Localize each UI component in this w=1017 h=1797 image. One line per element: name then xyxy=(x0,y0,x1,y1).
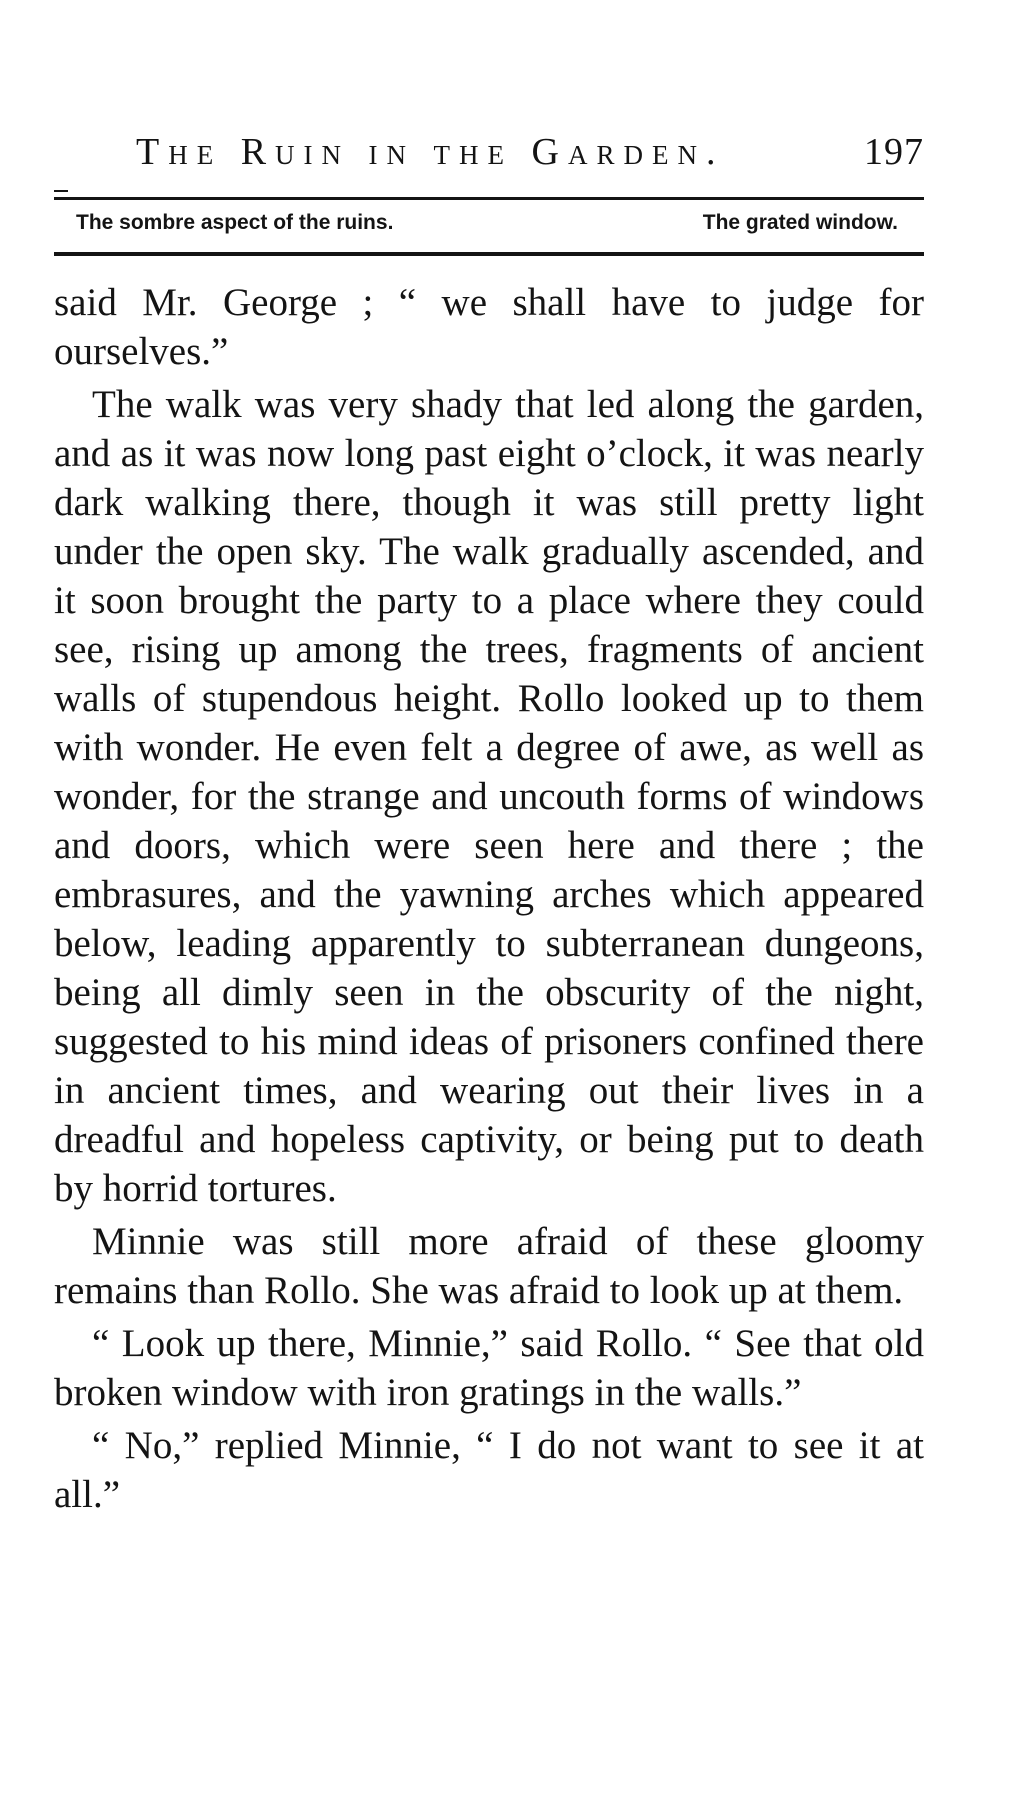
header-rule-tick xyxy=(54,190,68,192)
paragraph: “ No,” replied Minnie, “ I do not want to see it at all.” xyxy=(54,1424,924,1516)
body-text xyxy=(54,278,924,1519)
paragraph: Minnie was still more afraid of these gloomy remains than Rollo. She was afraid to look up at them. xyxy=(54,1220,924,1312)
header-rule-top xyxy=(54,197,924,200)
page-number: 197 xyxy=(864,131,924,173)
header-rule-bottom xyxy=(54,252,924,256)
running-head xyxy=(54,130,924,180)
paragraph: The walk was very shady that led along the garden, and as it was now long past eight o’clock, it was nearly dark walking there, though it was still pretty light under the open sky. The walk gradually ascended, and it soon brought the party to a place where they could see, rising up among the trees, fragments of ancient walls of stupendous height. Rollo looked up to them with wonder. He even felt a degree of awe, as well as wonder, for the strange and uncouth forms of windows and doors, which were seen here and there ; the embrasures, and the yawning arches which appeared below, leading apparently to subterranean dungeons, being all dimly seen in the obscurity of the night, suggested to his mind ideas of prisoners confined there in ancient times, and wearing out their lives in a dreadful and hopeless captivity, or being put to death by horrid tortures. xyxy=(54,383,924,1210)
running-title: The Ruin in the Garden. xyxy=(136,131,725,173)
paragraph: “ Look up there, Minnie,” said Rollo. “ See that old broken window with iron gratings in the walls.” xyxy=(54,1322,924,1414)
book-page xyxy=(54,0,924,1797)
paragraph-continued: said Mr. George ; “ we shall have to judge for ourselves.” xyxy=(54,281,924,373)
headnote-left: The sombre aspect of the ruins. xyxy=(76,211,394,234)
headnote-right: The grated window. xyxy=(702,211,898,234)
